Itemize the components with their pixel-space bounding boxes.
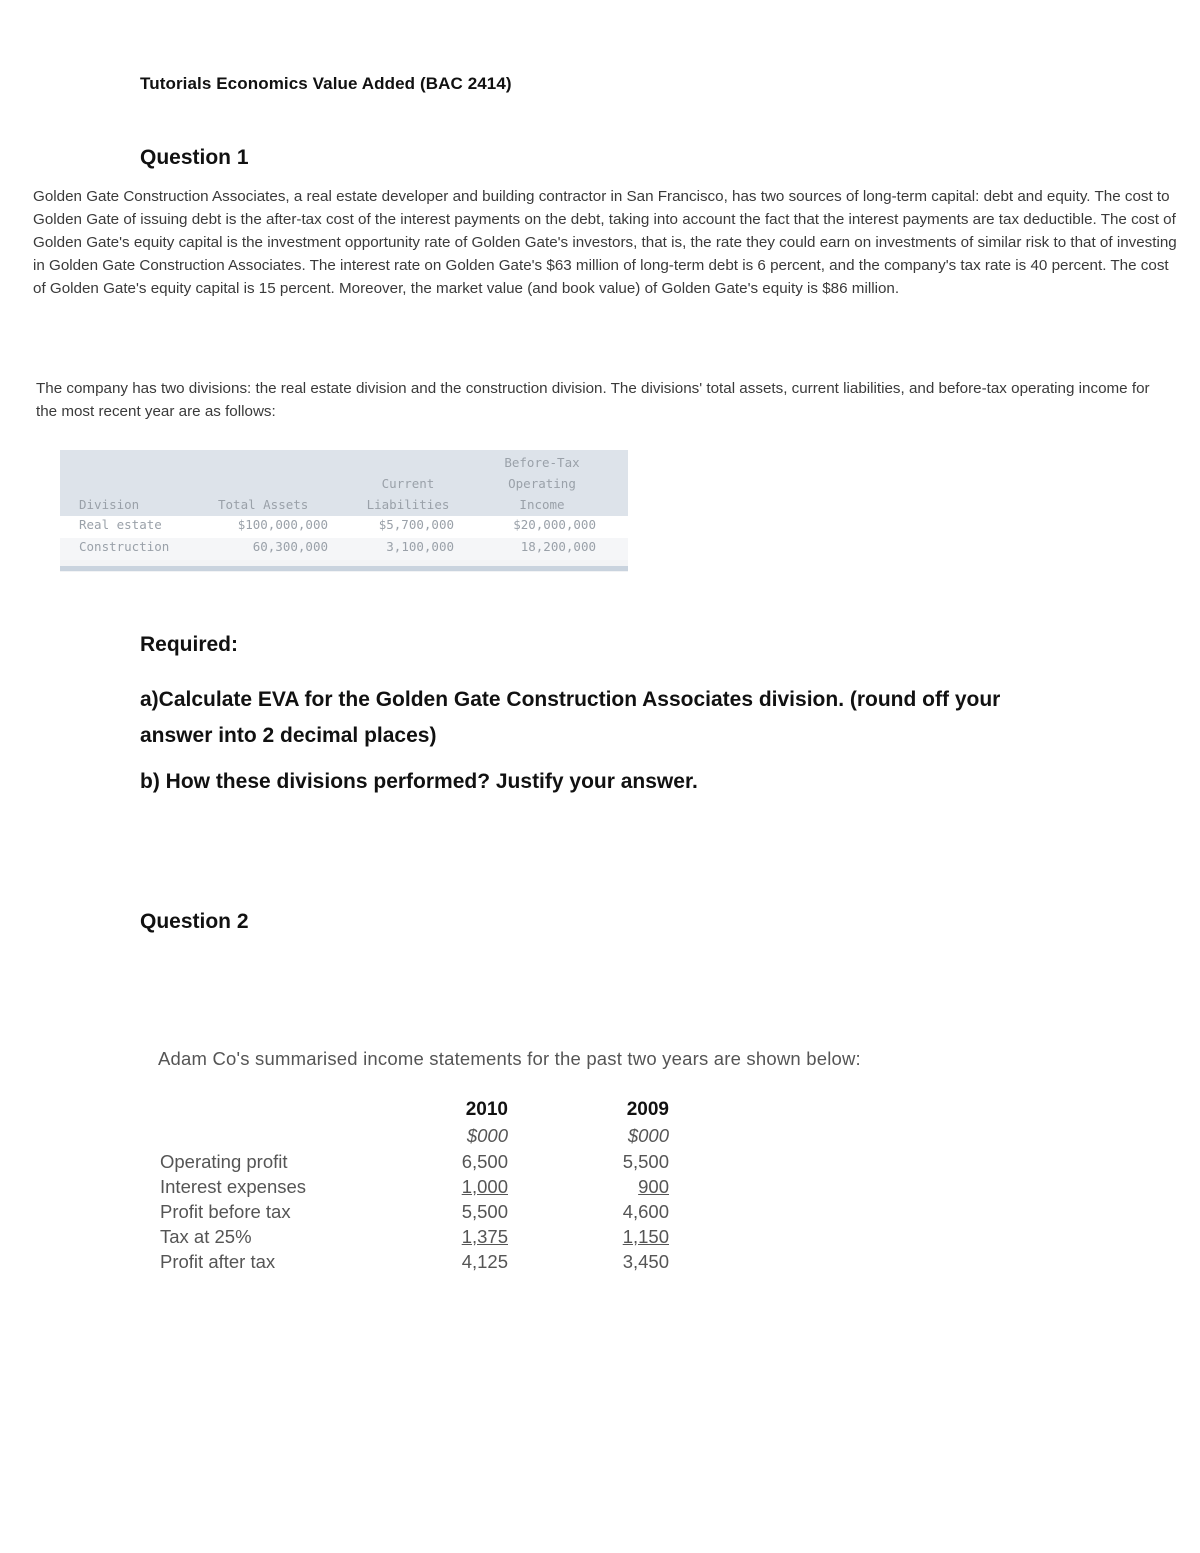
header-division: Division <box>79 497 140 512</box>
value-2009: 3,450 <box>622 1251 669 1272</box>
required-part-a: a)Calculate EVA for the Golden Gate Construction Associates division. (round off your answer into 2 decimal places) <box>140 688 1001 747</box>
value-2009: 5,500 <box>622 1151 669 1172</box>
value-2010: 4,125 <box>461 1251 508 1272</box>
cell-current-liabilities: $5,700,000 <box>378 517 454 532</box>
division-table <box>60 450 628 572</box>
cell-current-liabilities: 3,100,000 <box>386 539 454 554</box>
required-part-b: b) How these divisions performed? Justify your answer. <box>140 770 698 793</box>
value-2010: 5,500 <box>461 1201 508 1222</box>
year-2010-header: 2010 <box>465 1099 508 1120</box>
row-label: Operating profit <box>160 1151 288 1172</box>
unit-2009: $000 <box>627 1125 669 1146</box>
required-heading: Required: <box>140 633 239 656</box>
cell-total-assets: 60,300,000 <box>252 539 328 554</box>
question1-divisions-paragraph: The company has two divisions: the real estate division and the construction division. The divisions' total assets, current liabilities, and before-tax operating income for the most recent year are as follows: <box>36 380 1150 420</box>
year-2009-header: 2009 <box>626 1099 669 1120</box>
cell-total-assets: $100,000,000 <box>237 517 328 532</box>
header-income-line2: Operating <box>508 476 576 491</box>
row-label: Profit before tax <box>160 1201 291 1222</box>
cell-income: 18,200,000 <box>520 539 596 554</box>
header-current-liabilities-line1: Current <box>381 476 435 491</box>
value-2010: 6,500 <box>461 1151 508 1172</box>
question2-intro: Adam Co's summarised income statements for the past two years are shown below: <box>158 1048 861 1069</box>
header-income-line1: Before-Tax <box>504 455 580 470</box>
cell-division: Real estate <box>79 517 162 532</box>
row-label: Interest expenses <box>160 1176 307 1197</box>
value-2009: 900 <box>638 1176 669 1197</box>
row-label: Tax at 25% <box>160 1226 252 1247</box>
cell-income: $20,000,000 <box>513 517 596 532</box>
value-2010: 1,375 <box>461 1226 508 1247</box>
document-title: Tutorials Economics Value Added (BAC 2414) <box>140 74 512 93</box>
header-income-line3: Income <box>519 497 565 512</box>
value-2009: 1,150 <box>622 1226 669 1247</box>
question2-heading: Question 2 <box>140 910 249 933</box>
value-2009: 4,600 <box>622 1201 669 1222</box>
row-label: Profit after tax <box>160 1251 276 1272</box>
table-bottom-rule <box>60 566 628 571</box>
header-current-liabilities-line2: Liabilities <box>366 497 450 512</box>
question1-heading: Question 1 <box>140 146 249 169</box>
header-total-assets: Total Assets <box>218 497 309 512</box>
value-2010: 1,000 <box>461 1176 508 1197</box>
cell-division: Construction <box>79 539 170 554</box>
unit-2010: $000 <box>466 1125 508 1146</box>
question1-paragraph: Golden Gate Construction Associates, a real estate developer and building contractor in San Francisco, has two sources of long-term capital: debt and equity. The cost to Golden Gate of issuing debt is the after-tax cost of the interest payments on the debt, taking into account the fact that the interest payments are tax deductible. The cost of Golden Gate's equity capital is the investment opportunity rate of Golden Gate's investors, that is, the rate they could earn on investments of similar risk to that of investing in Golden Gate Construction Associates. The interest rate on Golden Gate's $63 million of long-term debt is 6 percent, and the company's tax rate is 40 percent. The cost of Golden Gate's equity capital is 15 percent. Moreover, the market value (and book value) of Golden Gate's equity is $86 million. <box>33 188 1177 297</box>
